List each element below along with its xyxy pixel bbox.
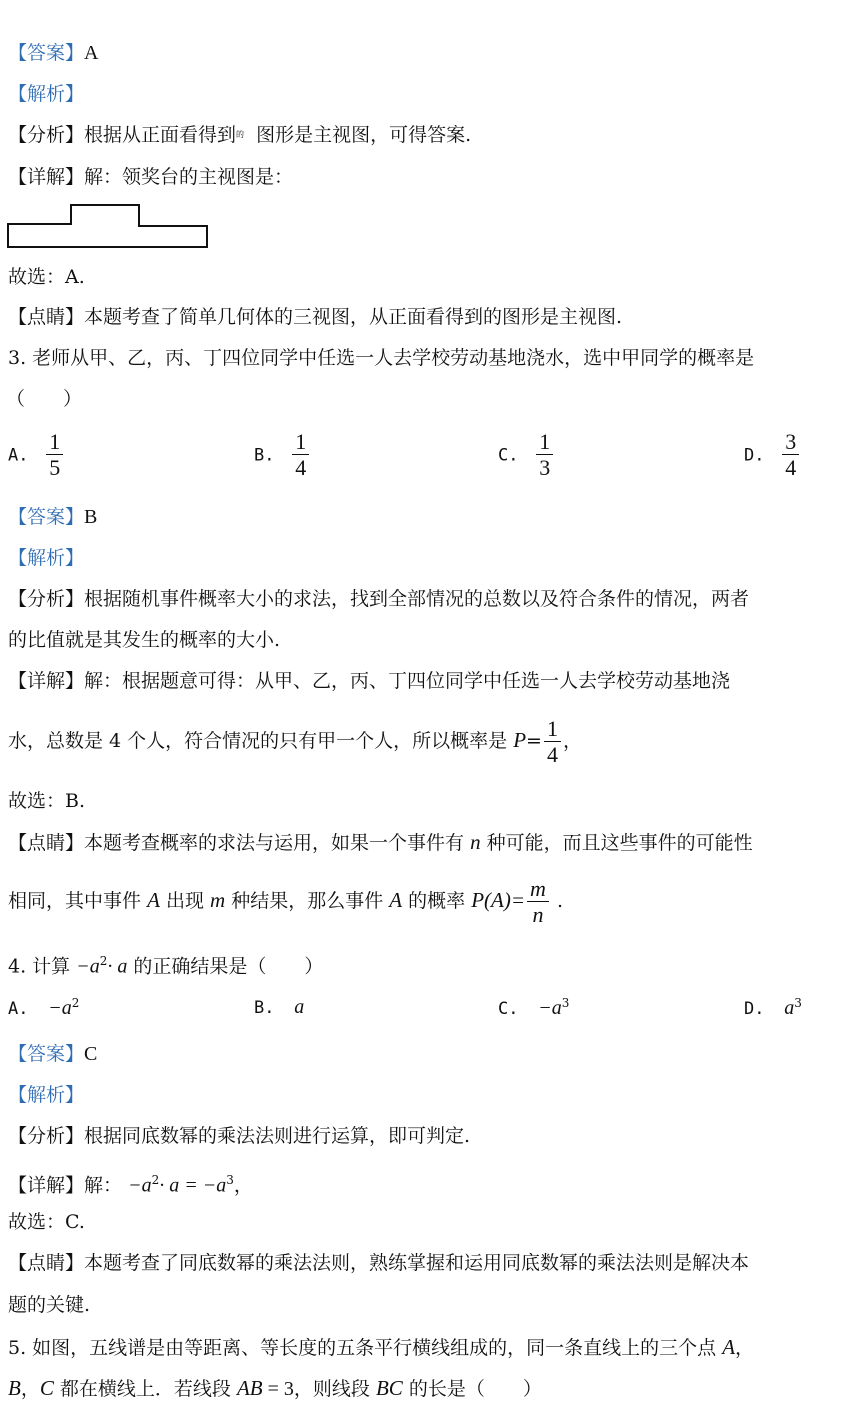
q3-dianjing-1: 【点睛】本题考查概率的求法与运用，如果一个事件有 n 种可能，而且这些事件的可能性: [8, 830, 753, 854]
answer-tag: 【答案】: [8, 42, 85, 64]
q2-fenxi: 【分析】根据从正面看得到$^的$ 图形是主视图，可得答案.: [8, 124, 472, 146]
tiny-mark: 的: [236, 130, 245, 139]
q2-guxuan: 故选：A.: [8, 266, 85, 288]
q3-guxuan: 故选：B.: [8, 790, 86, 812]
q3-option-a: A. $\frac{1}{5}$: [8, 430, 65, 481]
q3-option-b: B. $\frac{1}{4}$: [254, 430, 311, 481]
q5-line-2: B，C 都在横线上．若线段 AB = 3，则线段 BC 的长是（ ）: [8, 1376, 542, 1400]
q5-line-1: 5. 如图，五线谱是由等距离、等长度的五条平行横线组成的，同一条直线上的三个点 A，: [8, 1335, 755, 1359]
q4-answer: 【答案】C: [8, 1043, 98, 1065]
q4-fenxi: 【分析】根据同底数幂的乘法法则进行运算，即可判定.: [8, 1125, 471, 1147]
q3-xiangjie-1: 【详解】解：根据题意可得：从甲、乙，丙、丁四位同学中任选一人去学校劳动基地浇: [8, 670, 731, 692]
q3-fenxi-1: 【分析】根据随机事件概率大小的求法，找到全部情况的总数以及符合条件的情况，两者: [8, 588, 750, 610]
podium-outline: [8, 205, 207, 247]
q4-dianjing-1: 【点睛】本题考查了同底数幂的乘法法则，熟练掌握和运用同底数幂的乘法法则是解决本: [8, 1252, 750, 1274]
q4-xiangjie: 【详解】解： $-a^2\cdot a = -a^3$，: [8, 1173, 253, 1197]
q3-xiangjie-2: 水，总数是 4 个人，符合情况的只有甲一个人，所以概率是 P= $\frac{1}{4}$ ，: [8, 715, 582, 767]
q4-guxuan: 故选：C.: [8, 1211, 85, 1233]
q3-answer: 【答案】B: [8, 506, 98, 528]
q3-dianjing-2: 相同，其中事件 A 出现 m 种结果，那么事件 A 的概率 P(A)= $\frac{m}{n}$ .: [8, 875, 564, 927]
q3-fenxi-2: 的比值就是其发生的概率的大小.: [8, 629, 281, 651]
q3-option-d: D. $\frac{3}{4}$: [744, 430, 801, 481]
q4-stem: 4. 计算 $-a^2\cdot a$ 的正确结果是（ ）: [8, 954, 324, 978]
q4-option-c: C. $-a^3$: [498, 996, 570, 1019]
q3-stem: 3. 老师从甲、乙，丙、丁四位同学中任选一人去学校劳动基地浇水，选中甲同学的概率是: [8, 347, 755, 369]
q2-answer: 【答案】A: [8, 42, 99, 64]
q4-analysis-tag: 【解析】: [8, 1084, 85, 1106]
q4-dianjing-2: 题的关键.: [8, 1294, 91, 1316]
q4-option-b: B. a: [254, 996, 305, 1018]
q3-option-c: C. $\frac{1}{3}$: [498, 430, 555, 481]
podium-front-view-figure: [6, 202, 211, 250]
q4-option-a: A. $-a^2$: [8, 996, 80, 1019]
q2-analysis-tag: 【解析】: [8, 83, 85, 105]
q4-option-d: D. $a^3$: [744, 996, 802, 1019]
q3-paren: （ ）: [6, 388, 83, 410]
q3-analysis-tag: 【解析】: [8, 547, 85, 569]
q2-dianjing: 【点睛】本题考查了简单几何体的三视图，从正面看得到的图形是主视图.: [8, 306, 623, 328]
q2-xiangjie: 【详解】解：领奖台的主视图是：: [8, 166, 294, 188]
